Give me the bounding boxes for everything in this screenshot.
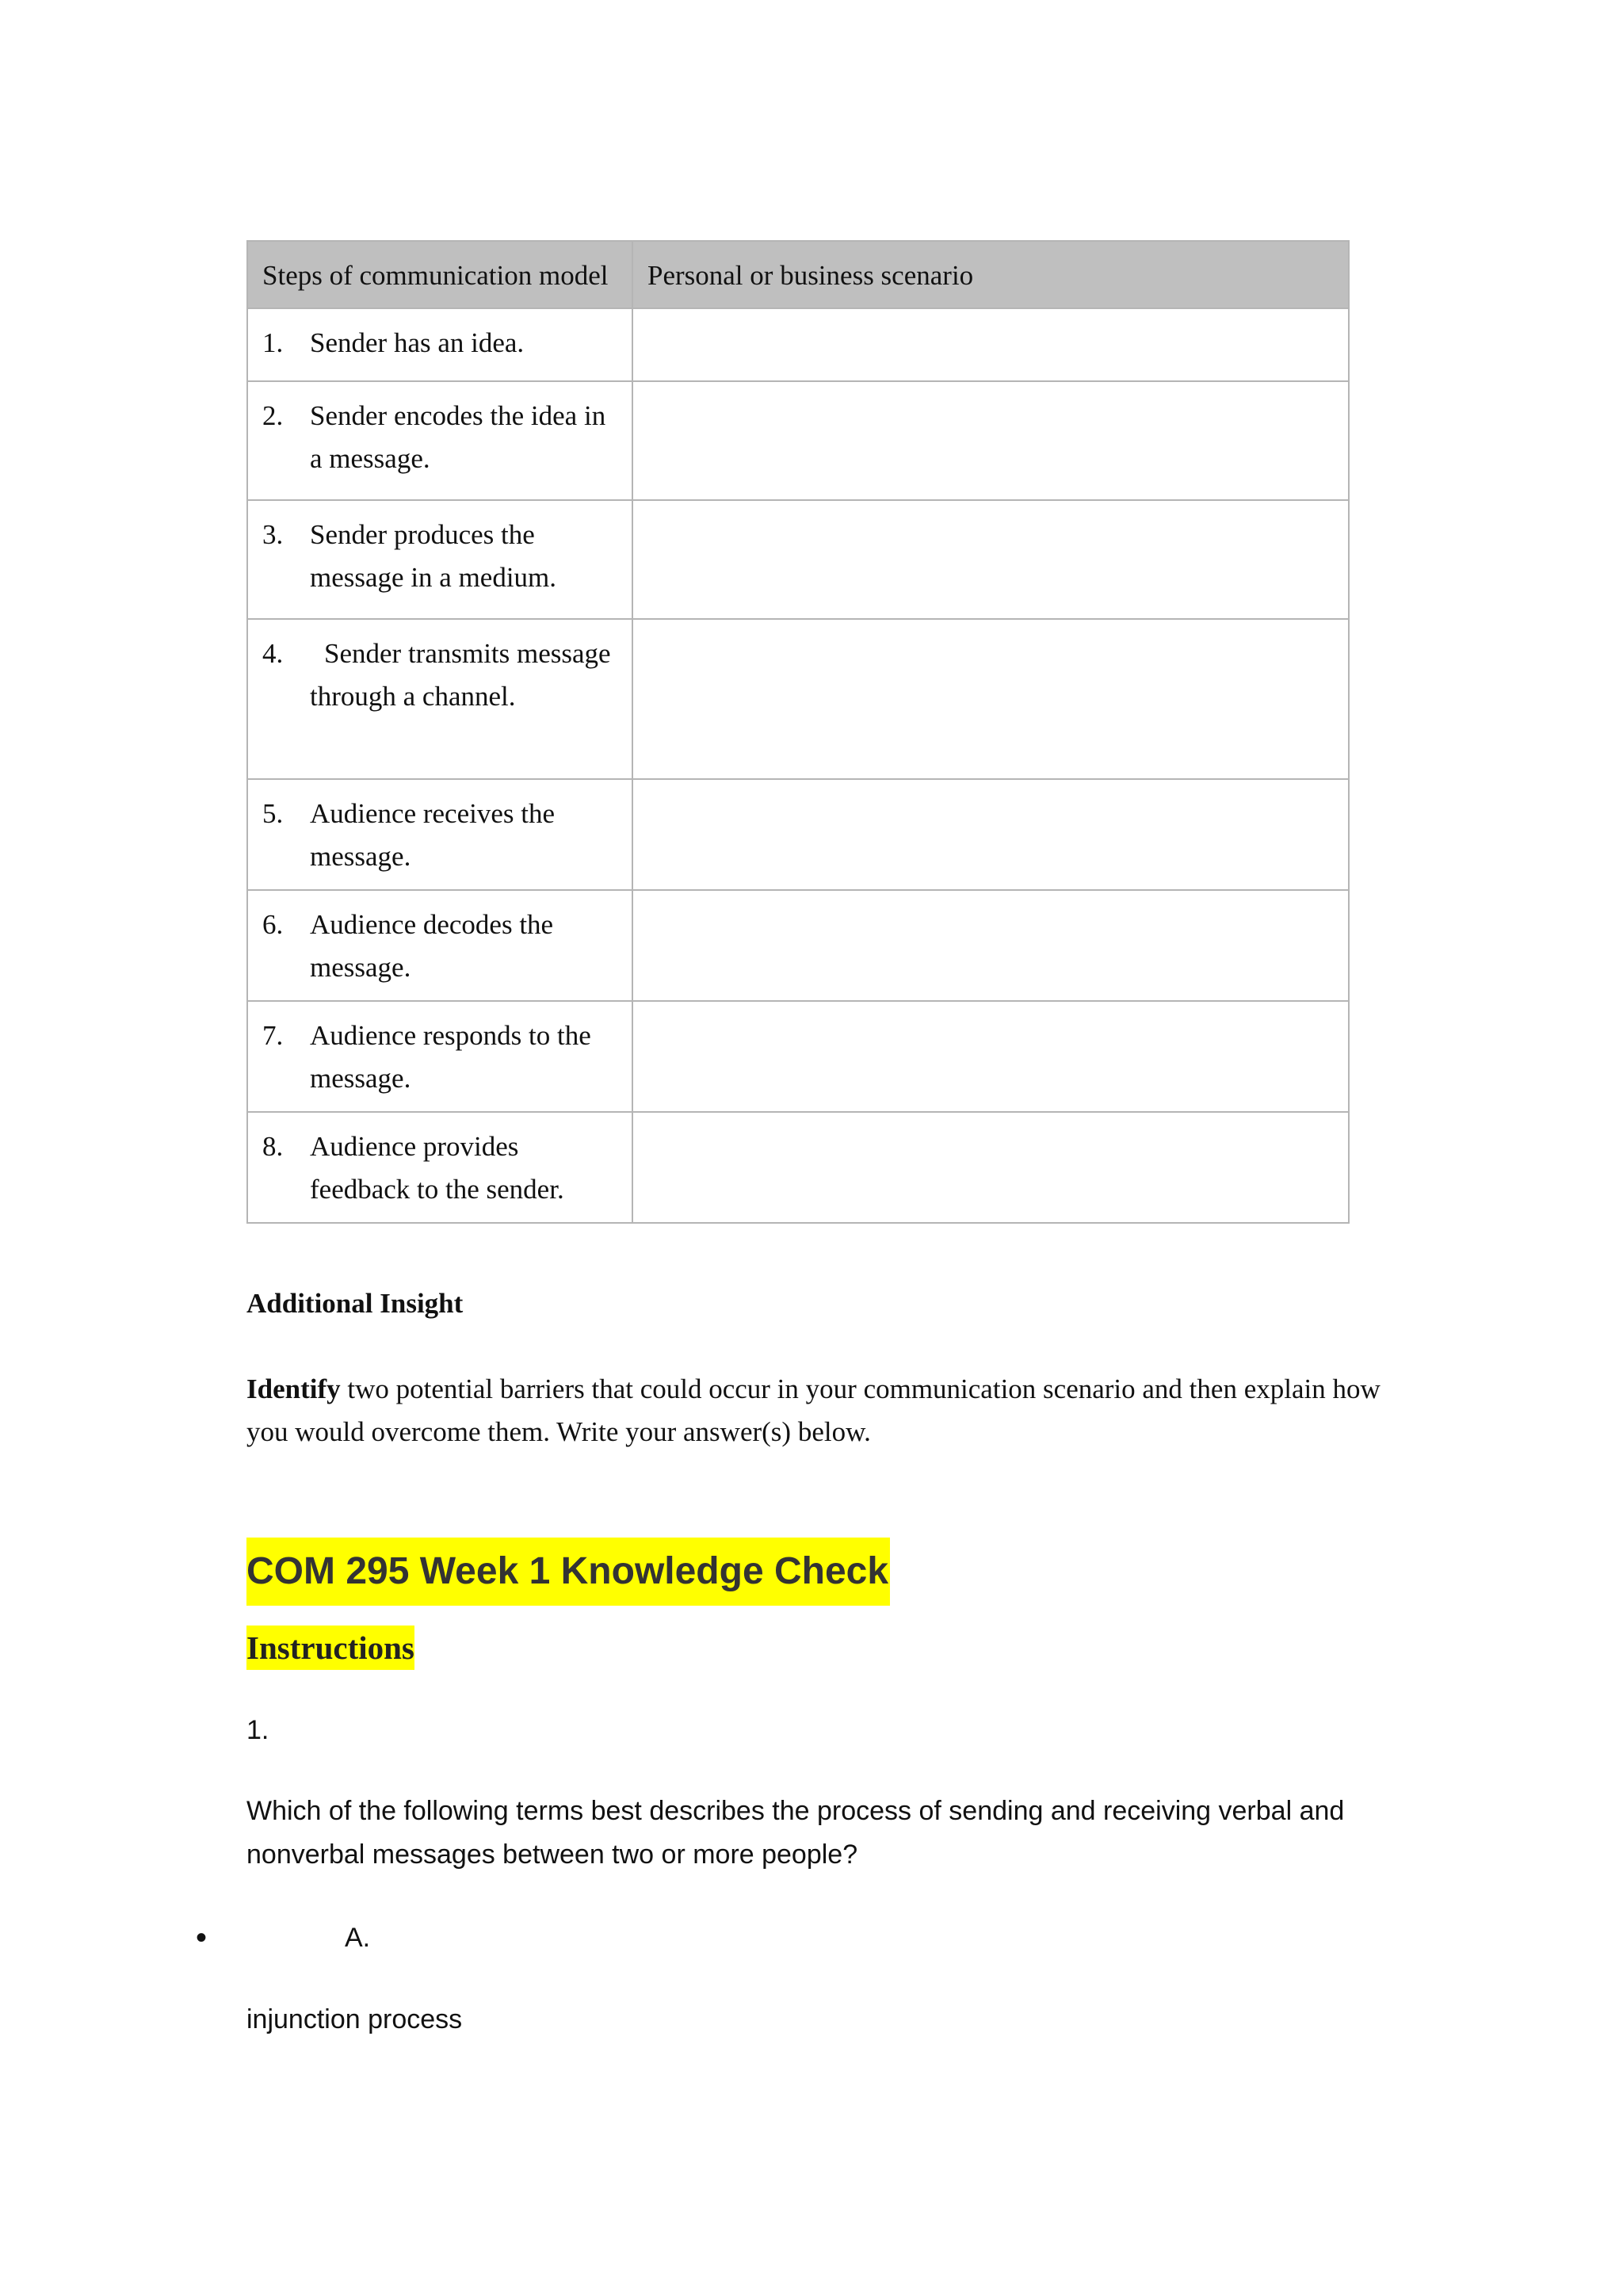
option-letter[interactable]: A. <box>345 1923 371 1953</box>
header-scenario: Personal or business scenario <box>632 241 1349 308</box>
step-number: 6. <box>262 909 284 940</box>
table-row <box>247 500 1349 619</box>
step-cell <box>247 381 632 500</box>
step-number: 2. <box>262 400 284 431</box>
step-cell <box>247 1112 632 1223</box>
identify-text: two potential barriers that could occur in your communication scenario and then explain how you would overcome them. Write your answer(s) below. <box>246 1373 1381 1447</box>
table-row <box>247 308 1349 381</box>
communication-steps-table <box>246 240 1350 1224</box>
step-cell <box>247 619 632 779</box>
step-number: 3. <box>262 519 284 550</box>
table-row <box>247 1112 1349 1223</box>
step-number: 4. <box>262 638 284 669</box>
scenario-cell[interactable] <box>632 1001 1349 1112</box>
identify-paragraph <box>246 1368 1396 1454</box>
option-text[interactable]: injunction process <box>246 2004 463 2034</box>
question-number: 1. <box>246 1715 269 1745</box>
step-text: Audience responds to the message. <box>310 1020 591 1094</box>
table-header-row <box>247 241 1349 308</box>
instructions-heading: Instructions <box>246 1626 414 1670</box>
step-cell <box>247 779 632 890</box>
scenario-cell[interactable] <box>632 890 1349 1001</box>
step-text: Sender transmits message through a channel. <box>310 638 611 712</box>
step-cell <box>247 890 632 1001</box>
scenario-cell[interactable] <box>632 381 1349 500</box>
step-number: 5. <box>262 798 284 829</box>
step-text: Sender produces the message in a medium. <box>310 519 557 593</box>
table-row <box>247 619 1349 779</box>
step-text: Sender has an idea. <box>310 327 525 358</box>
step-text: Audience provides feedback to the sender. <box>310 1131 564 1205</box>
step-number: 7. <box>262 1020 284 1051</box>
scenario-cell[interactable] <box>632 500 1349 619</box>
table-row <box>247 779 1349 890</box>
step-text: Audience receives the message. <box>310 798 556 872</box>
scenario-cell[interactable] <box>632 1112 1349 1223</box>
scenario-cell[interactable] <box>632 779 1349 890</box>
table-row <box>247 890 1349 1001</box>
step-cell <box>247 1001 632 1112</box>
step-number: 8. <box>262 1131 284 1162</box>
table-row <box>247 381 1349 500</box>
scenario-cell[interactable] <box>632 308 1349 381</box>
question-text: Which of the following terms best describes the process of sending and receiving verbal and nonverbal messages between two or more people? <box>246 1796 1345 1870</box>
step-text: Audience decodes the message. <box>310 909 554 983</box>
knowledge-check-title: COM 295 Week 1 Knowledge Check <box>246 1538 890 1606</box>
step-cell <box>247 308 632 381</box>
scenario-cell[interactable] <box>632 619 1349 779</box>
step-number: 1. <box>262 327 284 358</box>
bullet-icon: • <box>196 1920 208 1955</box>
table-row <box>247 1001 1349 1112</box>
identify-bold-word: Identify <box>246 1373 341 1404</box>
step-text: Sender encodes the idea in a message. <box>310 400 606 474</box>
header-steps: Steps of communication model <box>247 241 632 308</box>
additional-insight-heading: Additional Insight <box>246 1288 464 1319</box>
step-cell <box>247 500 632 619</box>
